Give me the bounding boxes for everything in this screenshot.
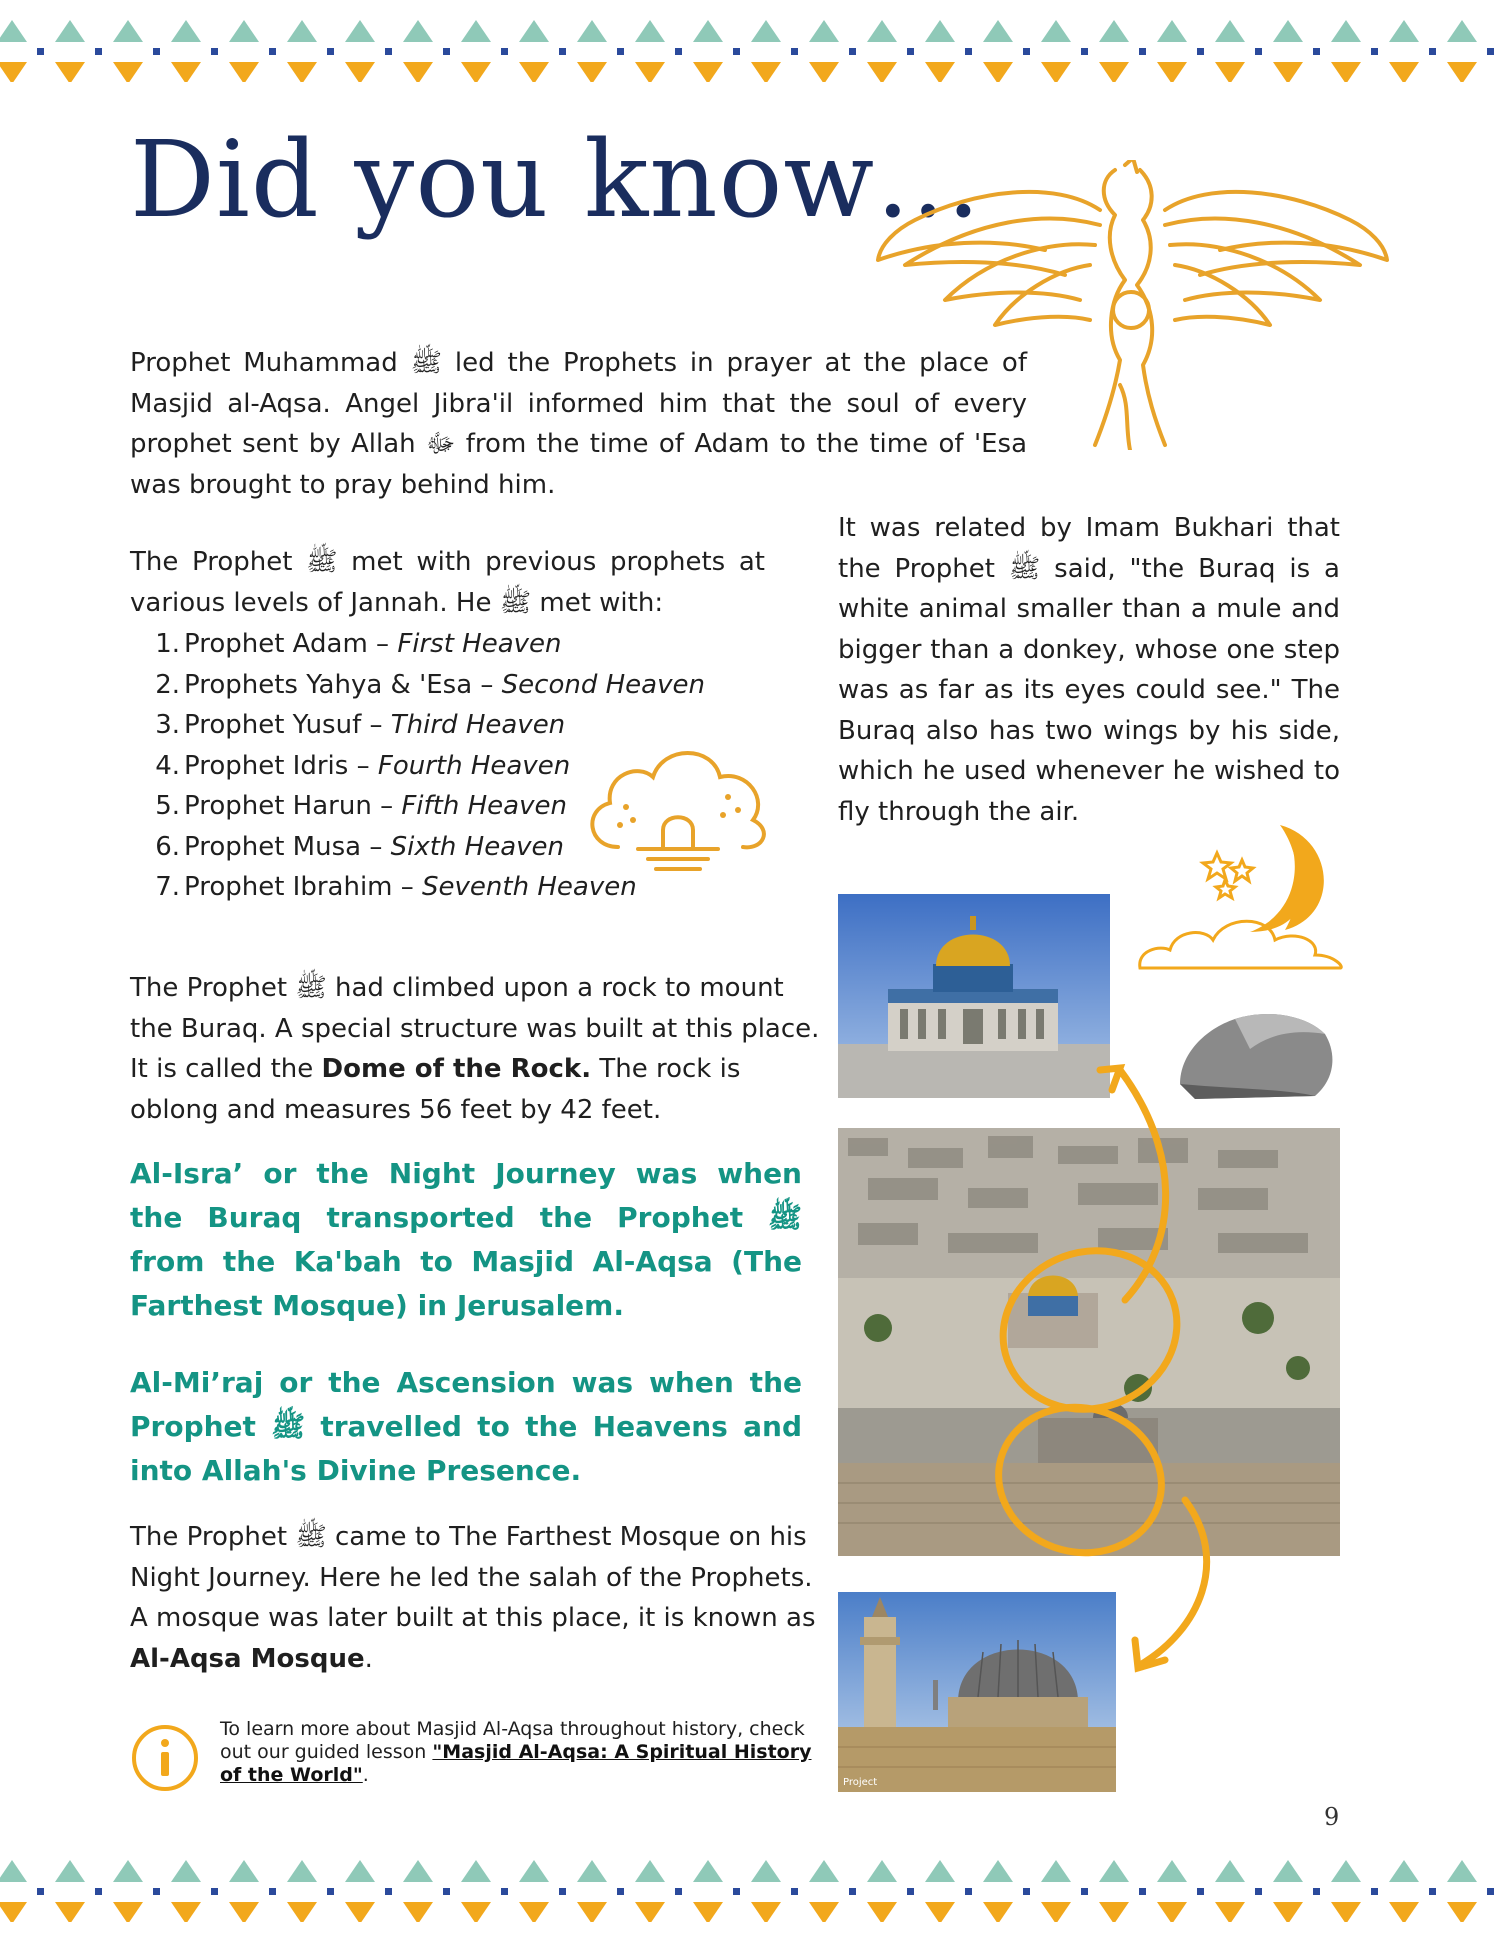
border-triangle-up: [809, 20, 839, 42]
border-square: [1197, 48, 1204, 55]
border-triangle-up: [1157, 20, 1187, 42]
border-square: [1429, 48, 1436, 55]
border-triangle-up: [171, 1860, 201, 1882]
border-triangle-down: [1389, 1902, 1419, 1922]
border-triangle-down: [867, 1902, 897, 1922]
border-triangle-down: [635, 1902, 665, 1922]
border-triangle-up: [0, 1860, 27, 1882]
border-square: [269, 1888, 276, 1895]
border-triangle-down: [461, 62, 491, 82]
border-triangle-up: [345, 20, 375, 42]
border-triangle-down: [0, 62, 27, 82]
border-triangle-up: [519, 20, 549, 42]
border-triangle-up: [983, 20, 1013, 42]
border-triangle-down: [1157, 62, 1187, 82]
list-item: 6. Prophet Musa – Sixth Heaven: [155, 831, 565, 862]
border-triangle-down: [345, 62, 375, 82]
border-square: [211, 48, 218, 55]
border-square: [1081, 1888, 1088, 1895]
border-triangle-up: [1389, 1860, 1419, 1882]
border-triangle-up: [519, 1860, 549, 1882]
border-triangle-up: [403, 20, 433, 42]
al-aqsa-paragraph: The Prophet ﷺ came to The Farthest Mosque on his Night Journey. Here he led the salah of the Prophets. A mosque was later built at this place, it is known as Al-Aqsa Mosque.: [130, 1522, 816, 1674]
border-square: [791, 1888, 798, 1895]
border-triangle-up: [1273, 20, 1303, 42]
border-triangle-up: [693, 1860, 723, 1882]
border-triangle-down: [983, 62, 1013, 82]
list-item: 7. Prophet Ibrahim – Seventh Heaven: [155, 872, 637, 902]
border-triangle-down: [925, 62, 955, 82]
moon-stars-icon: [1135, 820, 1347, 972]
guided-lesson-link[interactable]: "Masjid Al-Aqsa: A Spiritual History of the World": [220, 1741, 812, 1786]
border-triangle-up: [1041, 1860, 1071, 1882]
border-triangle-down: [519, 62, 549, 82]
border-triangle-down: [403, 62, 433, 82]
border-square: [849, 48, 856, 55]
border-square: [617, 1888, 624, 1895]
border-triangle-down: [693, 62, 723, 82]
border-triangle-down: [925, 1902, 955, 1922]
border-square: [327, 48, 334, 55]
border-triangle-up: [693, 20, 723, 42]
border-triangle-up: [113, 1860, 143, 1882]
border-triangle-up: [403, 1860, 433, 1882]
border-square: [733, 1888, 740, 1895]
border-square: [1255, 1888, 1262, 1895]
border-square: [559, 48, 566, 55]
border-square: [37, 48, 44, 55]
learn-more-note: To learn more about Masjid Al-Aqsa throughout history, check out our guided lesson "Masjid Al-Aqsa: A Spiritual History of the World".: [220, 1718, 812, 1786]
border-square: [1429, 1888, 1436, 1895]
border-square: [1023, 1888, 1030, 1895]
border-triangle-up: [461, 1860, 491, 1882]
border-triangle-up: [113, 20, 143, 42]
border-triangle-down: [751, 62, 781, 82]
border-triangle-down: [1099, 62, 1129, 82]
border-triangle-up: [1447, 20, 1477, 42]
border-square: [1255, 48, 1262, 55]
border-triangle-up: [461, 20, 491, 42]
border-triangle-up: [287, 20, 317, 42]
border-square: [153, 48, 160, 55]
border-triangle-down: [1331, 1902, 1361, 1922]
border-triangle-down: [1273, 62, 1303, 82]
border-square: [907, 1888, 914, 1895]
border-square: [791, 48, 798, 55]
intro-paragraph: Prophet Muhammad ﷺ led the Prophets in prayer at the place of Masjid al-Aqsa. Angel Jibra'il informed him that the soul of every prophet sent by Allah ﷻ from the time of Adam to the time of 'Esa was brought to pray behind him.: [130, 348, 1028, 500]
border-square: [211, 1888, 218, 1895]
border-triangle-up: [229, 20, 259, 42]
border-triangle-up: [1215, 20, 1245, 42]
bottom-border-pattern: [0, 1852, 1500, 1922]
border-triangle-down: [1331, 62, 1361, 82]
border-square: [1313, 1888, 1320, 1895]
border-triangle-down: [867, 62, 897, 82]
journey-arrows-overlay: [990, 1040, 1240, 1680]
border-triangle-down: [0, 1902, 27, 1922]
border-square: [501, 48, 508, 55]
border-square: [907, 48, 914, 55]
border-triangle-down: [577, 1902, 607, 1922]
border-square: [559, 1888, 566, 1895]
border-triangle-down: [113, 1902, 143, 1922]
border-triangle-up: [925, 20, 955, 42]
border-triangle-up: [635, 20, 665, 42]
border-triangle-up: [171, 20, 201, 42]
border-triangle-down: [1099, 1902, 1129, 1922]
border-triangle-up: [1273, 1860, 1303, 1882]
border-triangle-down: [287, 62, 317, 82]
border-triangle-up: [751, 20, 781, 42]
border-square: [1023, 48, 1030, 55]
border-square: [1487, 48, 1494, 55]
border-triangle-down: [751, 1902, 781, 1922]
border-triangle-up: [55, 20, 85, 42]
border-square: [1371, 1888, 1378, 1895]
border-triangle-down: [1157, 1902, 1187, 1922]
isra-paragraph: Al-Isra’ or the Night Journey was when the Buraq transported the Prophet ﷺ from the Ka'bah to Masjid Al-Aqsa (The Farthest Mosque) in Jerusalem.: [130, 1157, 802, 1322]
border-square: [501, 1888, 508, 1895]
border-triangle-down: [577, 62, 607, 82]
border-triangle-down: [55, 62, 85, 82]
border-triangle-up: [1041, 20, 1071, 42]
border-triangle-down: [287, 1902, 317, 1922]
border-triangle-up: [1331, 20, 1361, 42]
border-triangle-down: [229, 1902, 259, 1922]
border-triangle-down: [809, 62, 839, 82]
border-square: [1139, 48, 1146, 55]
border-square: [1487, 1888, 1494, 1895]
border-triangle-down: [1041, 1902, 1071, 1922]
heavens-intro: The Prophet ﷺ met with previous prophets at various levels of Jannah. He ﷺ met with:: [130, 547, 765, 618]
page-title: Did you know…: [130, 118, 983, 241]
border-triangle-down: [1447, 62, 1477, 82]
border-triangle-down: [519, 1902, 549, 1922]
miraj-paragraph: Al-Mi’raj or the Ascension was when the Prophet ﷺ travelled to the Heavens and into Allah's Divine Presence.: [130, 1366, 803, 1487]
border-triangle-up: [1157, 1860, 1187, 1882]
border-square: [965, 1888, 972, 1895]
border-triangle-down: [635, 62, 665, 82]
border-square: [675, 1888, 682, 1895]
border-square: [617, 48, 624, 55]
border-square: [733, 48, 740, 55]
border-triangle-down: [229, 62, 259, 82]
border-triangle-down: [1447, 1902, 1477, 1922]
border-triangle-down: [403, 1902, 433, 1922]
border-triangle-up: [751, 1860, 781, 1882]
border-square: [443, 1888, 450, 1895]
border-triangle-up: [983, 1860, 1013, 1882]
border-triangle-down: [461, 1902, 491, 1922]
border-triangle-up: [345, 1860, 375, 1882]
border-triangle-up: [867, 1860, 897, 1882]
border-square: [1313, 48, 1320, 55]
cloud-door-icon: [578, 735, 778, 885]
page-number: 9: [1324, 1803, 1340, 1831]
border-triangle-down: [55, 1902, 85, 1922]
list-item: 1. Prophet Adam – First Heaven: [155, 629, 562, 659]
border-triangle-up: [809, 1860, 839, 1882]
border-triangle-up: [577, 20, 607, 42]
border-square: [965, 48, 972, 55]
border-triangle-up: [925, 1860, 955, 1882]
border-triangle-down: [809, 1902, 839, 1922]
top-border-pattern: [0, 12, 1500, 82]
border-triangle-down: [113, 62, 143, 82]
border-triangle-up: [1099, 1860, 1129, 1882]
border-triangle-down: [693, 1902, 723, 1922]
border-square: [1371, 48, 1378, 55]
border-square: [269, 48, 276, 55]
border-square: [327, 1888, 334, 1895]
border-triangle-up: [55, 1860, 85, 1882]
border-square: [95, 48, 102, 55]
border-triangle-up: [1099, 20, 1129, 42]
border-square: [153, 1888, 160, 1895]
border-triangle-up: [1331, 1860, 1361, 1882]
border-triangle-up: [1389, 20, 1419, 42]
border-square: [385, 1888, 392, 1895]
photo-watermark: Project: [843, 1777, 878, 1788]
border-triangle-up: [287, 1860, 317, 1882]
border-triangle-up: [635, 1860, 665, 1882]
border-square: [1197, 1888, 1204, 1895]
list-item: 3. Prophet Yusuf – Third Heaven: [155, 710, 566, 740]
border-triangle-up: [867, 20, 897, 42]
border-square: [1081, 48, 1088, 55]
border-triangle-up: [229, 1860, 259, 1882]
border-triangle-down: [171, 62, 201, 82]
border-triangle-up: [1447, 1860, 1477, 1882]
info-icon: [130, 1723, 200, 1793]
border-triangle-up: [1215, 1860, 1245, 1882]
border-triangle-down: [171, 1902, 201, 1922]
border-square: [849, 1888, 856, 1895]
list-item: 5. Prophet Harun – Fifth Heaven: [155, 791, 567, 821]
dome-of-rock-paragraph: The Prophet ﷺ had climbed upon a rock to mount the Buraq. A special structure was built at this place. It is called the Dome of the Rock. The rock is oblong and measures 56 feet by 42 feet.: [130, 973, 820, 1125]
dome-of-rock-bold: Dome of the Rock.: [321, 1054, 592, 1084]
border-triangle-down: [1215, 62, 1245, 82]
border-square: [95, 1888, 102, 1895]
border-square: [37, 1888, 44, 1895]
border-square: [443, 48, 450, 55]
border-triangle-down: [1389, 62, 1419, 82]
border-square: [385, 48, 392, 55]
list-item: 2. Prophets Yahya & 'Esa – Second Heaven: [155, 669, 705, 700]
border-triangle-up: [0, 20, 27, 42]
al-aqsa-bold: Al-Aqsa Mosque: [130, 1643, 365, 1674]
border-square: [1139, 1888, 1146, 1895]
buraq-description: It was related by Imam Bukhari that the Prophet ﷺ said, "the Buraq is a white animal smaller than a mule and bigger than a donkey, whose one step was as far as its eyes could see." The Buraq also has two wings by his side, which he used whenever he wished to fly through the air.: [838, 513, 1340, 827]
border-triangle-down: [983, 1902, 1013, 1922]
border-square: [675, 48, 682, 55]
list-item: 4. Prophet Idris – Fourth Heaven: [155, 750, 571, 781]
border-triangle-down: [1041, 62, 1071, 82]
border-triangle-up: [577, 1860, 607, 1882]
border-triangle-down: [1273, 1902, 1303, 1922]
border-triangle-down: [345, 1902, 375, 1922]
border-triangle-down: [1215, 1902, 1245, 1922]
